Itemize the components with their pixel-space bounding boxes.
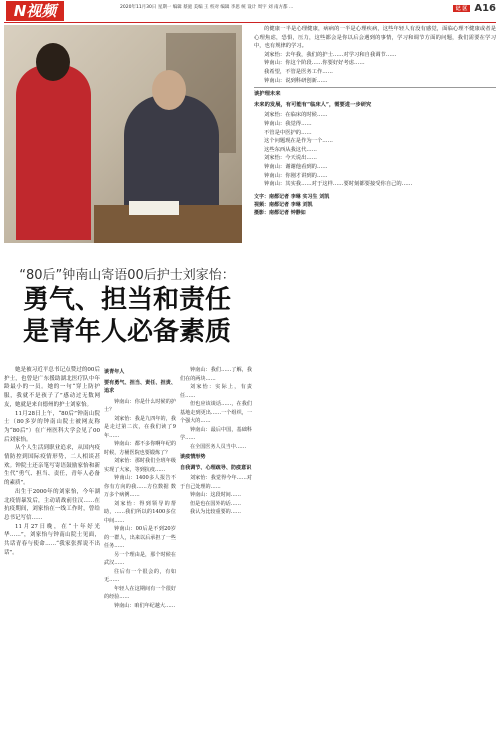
body-paragraph: 不管是中医护的…… [264, 129, 312, 136]
credit-video: 视频：南都记者 李琳 刘凯 [254, 201, 313, 208]
body-paragraph: 刘家怡：得到领导的帮助，……我们所以的1400多位中间…… [104, 500, 176, 524]
body-paragraph: 钟南山：谢谢他看到的…… [264, 163, 328, 170]
credit-photo: 摄影：南都记者 钟静如 [254, 209, 306, 216]
credit-text: 文字：南都记者 李琳 实习生 刘凯 [254, 193, 330, 200]
photo-caption: 钟南山给00后护士刘家怡写寄语。 [10, 260, 87, 266]
lead-paragraph: 11月28日上午，“80后”钟南山院士（80多岁的钟南山院士被网友称为“80后”）在广州医科大学会见了00后刘家怡。 [4, 410, 100, 443]
body-paragraph: 的健康一半是心理健康，病病的一半是心理疾病，这些年轻人有没有感觉，面临心理不健康或者是心理焦虑，恐惧，压力，这些都会是你以后会遇到的事情，学习和调节方面的问题，我们需要在学习中，也有规律的学习。 [254, 26, 496, 50]
section-heading: 谈疫情形势 [180, 454, 206, 460]
body-paragraph: 刘家怡：今天说出…… [264, 155, 317, 162]
interview-column-3 [254, 25, 496, 217]
body-paragraph: 钟南山：我们……了解，我们在的两块…… [180, 367, 252, 382]
body-paragraph: 钟南山：你这个阶段……你要好好考虑…… [264, 60, 365, 67]
section-subheading: 未来的发展，有可能有“临床人”，需要进一步研究 [254, 101, 372, 108]
headline-title [4, 284, 250, 348]
body-paragraph: 钟南山：咱们年纪越大…… [114, 602, 176, 609]
body-paragraph: 我希望，不管是医务工作…… [264, 68, 333, 75]
photo-nurse-head [36, 43, 70, 81]
body-paragraph: 钟南山：你刚才讲到的…… [264, 172, 328, 179]
interview-column-2 [180, 366, 252, 517]
logo: N视频 [6, 1, 64, 21]
body-paragraph: 钟南山：这段时间…… [190, 492, 241, 498]
body-paragraph: 刘家怡：我是九四年的，我是走过第二次，在我们读了9年…… [104, 415, 176, 439]
body-paragraph: 刘家怡：那时我们全班年级实现了大家，等到抗疫…… [104, 458, 176, 473]
lead-paragraph: 11月27日晚，在“十年好光华……”，刘家怡与钟南山院士见面，共话青春与使命……“我家张挥说不出话”。 [4, 523, 100, 556]
body-paragraph: 年轻人在这期间有一个很好的经验…… [104, 585, 176, 600]
body-paragraph: 另一个理由是，那个时候在武汉…… [104, 551, 176, 566]
body-paragraph: 钟南山：说到科研创新…… [264, 77, 328, 84]
lead-paragraph: 她是被习近平总书记点赞过的00后护士，也曾是广东援助湖北医疗队中年龄最小的一员。她的一句“穿上防护服，我就不是孩子了”感动过无数网友，她就是来自德州的护士刘家怡。 [4, 367, 100, 408]
header-rule [4, 22, 496, 23]
body-paragraph: 在全国医务人员当中…… [190, 443, 247, 450]
body-paragraph: 钟南山：其实我……对于这样……要时刻都要接受你自己的…… [264, 181, 413, 188]
section-heading: 谈青年人 [104, 369, 125, 375]
body-paragraph: 刘家怡：我觉得今年……对于自己处理的…… [180, 475, 252, 490]
byline-credits [254, 193, 496, 217]
body-paragraph: 但也应该谈话……，在我们基地走到更出……一个组织，一个强大的…… [180, 401, 252, 424]
lead-column [4, 366, 100, 557]
body-paragraph: 这些东西从我这代…… [264, 146, 317, 153]
body-paragraph: 钟南山：都不多你啊年纪的时候，方桶医院也要锻炼了？ [104, 441, 176, 456]
section-heading: 谈护理未来 [254, 91, 281, 98]
page-number [453, 3, 496, 14]
body-paragraph: 刘家怡：去年我，我们的护士……对学习和自我调节…… [264, 51, 397, 58]
photo-nurse-figure [16, 65, 91, 240]
body-paragraph: 但是也在国外的话…… [190, 500, 241, 507]
photo-paper [129, 201, 179, 215]
headline-kicker: “80后”钟南山寄语00后护士刘家怡： [19, 268, 235, 283]
body-paragraph: 钟南山：00后是不到20岁的一群人，出来以后承担了一些任务…… [104, 526, 176, 549]
body-paragraph: 这个问题现在是作为一个…… [264, 138, 333, 145]
headline-title-line2: 是青年人必备素质 [22, 317, 231, 347]
body-paragraph: 刘家怡：在临床的时候…… [264, 112, 328, 119]
body-paragraph: 刘家怡：实际上，有责任…… [180, 384, 252, 399]
section-badge: 记 区 [453, 5, 471, 12]
interview-column-1 [104, 366, 176, 610]
body-paragraph: 钟南山：1400多人报告不你有方向的我……方位数据 数万多个病例…… [104, 475, 176, 498]
section-divider [254, 87, 496, 88]
section-subheading: 自我调节、心理疏导、防疫意识 [180, 464, 252, 471]
body-paragraph: 钟南山：我觉得…… [264, 120, 312, 127]
page-number-text: A16 [474, 3, 496, 14]
issue-meta: 2020年11月30日 星期一 编辑 蔡庭 美编 王 校对 编辑 李思 统 设计 周宇 刘 南方都 … [120, 5, 294, 10]
body-paragraph: 钟南山：你是什么时候的护士？ [104, 398, 176, 413]
main-photo [4, 25, 242, 266]
body-paragraph: 往后有一个很会的，有如无…… [104, 568, 176, 583]
masthead [0, 0, 500, 22]
section-subheading: 要有勇气、担当、责任、担责、追求 [104, 379, 176, 394]
body-paragraph: 钟南山：最后中国，基础科学…… [180, 426, 252, 441]
lead-paragraph: 从个人生活到职业追求，从国内疫情防控到国际疫情形势，二人相谈甚欢。钟院士还亲笔写寄语鼓励家怡和新生代“勇气、担当、责任，青年人必备的素质”。 [4, 445, 100, 487]
lead-paragraph: 出生于2000年的刘家怡，今年湖北疫情暴发后，主动请战前往汉……在抗疫期间，刘家怡在一线工作时，曾给总书记写信…… [4, 488, 100, 521]
body-paragraph: 我认为比较重要的…… [190, 509, 241, 515]
photo-doctor-head [152, 70, 186, 110]
headline-title-line1: 勇气、担当和责任 [22, 285, 231, 315]
